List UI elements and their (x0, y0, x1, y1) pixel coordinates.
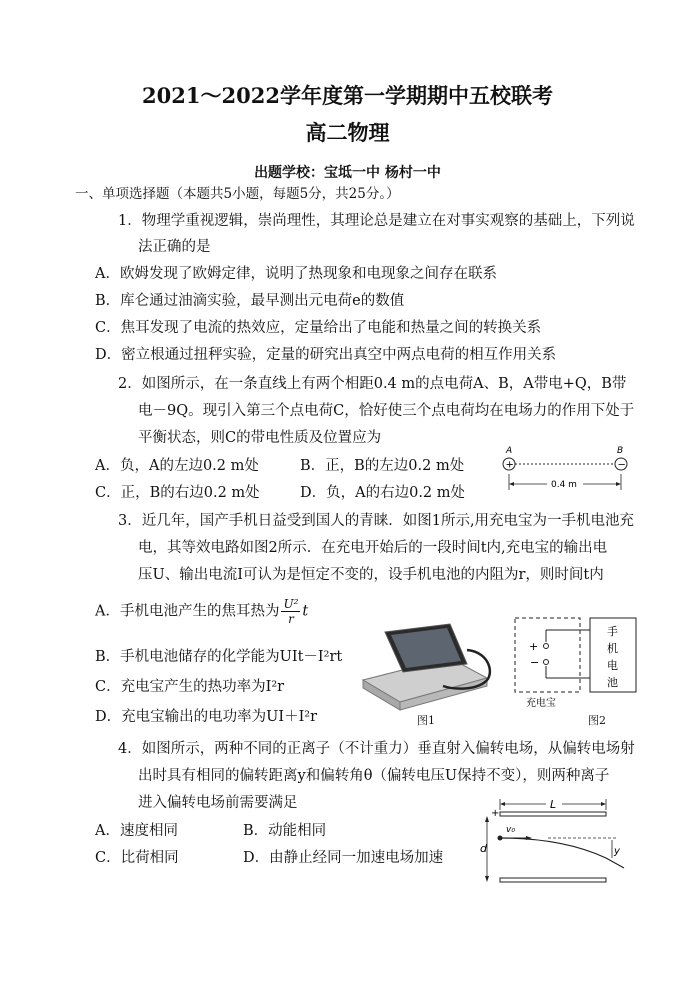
q3-option-d: D．充电宝输出的电功率为UI＋I²r (95, 709, 318, 725)
q1-option-d: D．密立根通过扭秤实验，定量的研究出真空中两点电荷的相互作用关系 (95, 347, 557, 363)
q1-option-c: C．焦耳发现了电流的热效应，定量给出了电能和热量之间的转换关系 (95, 320, 542, 336)
terminal-plus-label: + (529, 640, 539, 653)
q2-stem-line1: 2．如图所示，在一条直线上有两个相距0.4 m的点电荷A、B，A带电+Q，B带 (118, 376, 627, 392)
battery-label-4: 池 (607, 676, 618, 689)
q4-option-d: D．由静止经同一加速电场加速 (243, 850, 444, 866)
q3-stem-line1: 3．近几年，国产手机日益受到国人的青睐．如图1所示,用充电宝为一手机电池充 (118, 513, 635, 529)
q1-stem-line1: 1．物理学重视逻辑，崇尚理性，其理论总是建立在对事实观察的基础上，下列说 (118, 213, 635, 229)
terminal-minus-label: − (530, 656, 540, 669)
fig2-caption: 图2 (588, 714, 606, 727)
section-heading: 一、单项选择题（本题共5小题，每题5分，共25分。） (75, 186, 400, 202)
plate-distance-label: d (480, 842, 487, 855)
powerbank-dashed-box (515, 618, 580, 692)
deflection-y-label: y (614, 846, 620, 857)
q3-stem-line3: 压U、输出电流I可认为是恒定不变的，设手机电池的内阻为r，则时间t内 (138, 567, 604, 583)
q1-stem-line2: 法正确的是 (138, 239, 211, 255)
ion-trajectory (500, 838, 624, 868)
q3-stem-line2: 电，其等效电路如图2所示．在充电开始后的一段时间t内,充电宝的输出电 (138, 540, 608, 556)
q4-option-c: C．比荷相同 (95, 850, 179, 866)
q4-deflection-figure (478, 796, 638, 888)
school-line: 出题学校：宝坻一中 杨村一中 (254, 165, 441, 181)
bottom-plate (500, 878, 606, 882)
distance-label: 0.4 m (551, 480, 577, 490)
q4-stem-line1: 4．如图所示，两种不同的正离子（不计重力）垂直射入偏转电场，从偏转电场射 (118, 741, 635, 757)
q3-option-a: A．手机电池产生的焦耳热为 $\frac{\text{U²}}{r}$ t (95, 597, 309, 626)
charge-a-sign: + (505, 459, 514, 471)
q1-option-b: B．库仑通过油滴实验，最早测出元电荷e的数值 (95, 293, 405, 309)
terminal-minus (544, 660, 549, 665)
q3-fig2-circuit (510, 616, 640, 711)
subject-title: 高二物理 (305, 120, 390, 145)
q2-stem-line3: 平衡状态，则C的带电性质及位置应为 (138, 430, 382, 446)
q1-option-a: A．欧姆发现了欧姆定律，说明了热现象和电现象之间存在联系 (95, 266, 497, 282)
battery-label-2: 机 (607, 642, 618, 655)
powerbank-label: 充电宝 (526, 698, 556, 709)
exam-title: 2021～2022学年度第一学期期中五校联考 (142, 83, 553, 108)
top-plate (500, 812, 606, 816)
q4-stem-line3: 进入偏转电场前需要满足 (138, 795, 298, 811)
charge-a-label: A (506, 446, 513, 456)
plate-length-label: L (550, 798, 557, 811)
terminal-plus (544, 644, 549, 649)
q2-stem-line2: 电－9Q。现引入第三个点电荷C，恰好使三个点电荷均在电场力的作用下处于 (138, 403, 635, 419)
q2-option-d: D．负，A的右边0.2 m处 (300, 485, 466, 501)
initial-velocity-label: v₀ (506, 825, 515, 835)
q2-option-b: B．正，B的左边0.2 m处 (300, 458, 465, 474)
q4-stem-line2: 出时具有相同的偏转距离y和偏转角θ（偏转电压U保持不变），则两种离子 (138, 768, 610, 784)
charge-b-sign: − (617, 459, 626, 471)
q2-option-c: C．正，B的右边0.2 m处 (95, 485, 260, 501)
q4-option-b: B．动能相同 (243, 823, 327, 839)
q3-fig1-powerbank-phone (355, 620, 500, 715)
battery-label-3: 电 (607, 659, 618, 672)
q3-option-c: C．充电宝产生的热功率为I²r (95, 679, 285, 695)
q2-option-a: A．负，A的左边0.2 m处 (95, 458, 259, 474)
q4-option-a: A．速度相同 (95, 823, 178, 839)
battery-label-1: 手 (607, 625, 618, 638)
charge-b-label: B (617, 446, 624, 456)
top-plate-sign: + (491, 808, 500, 819)
q3-option-b: B．手机电池储存的化学能为UIt－I²rt (95, 649, 343, 665)
fig1-caption: 图1 (417, 714, 435, 727)
q2-charges-figure (495, 442, 635, 494)
